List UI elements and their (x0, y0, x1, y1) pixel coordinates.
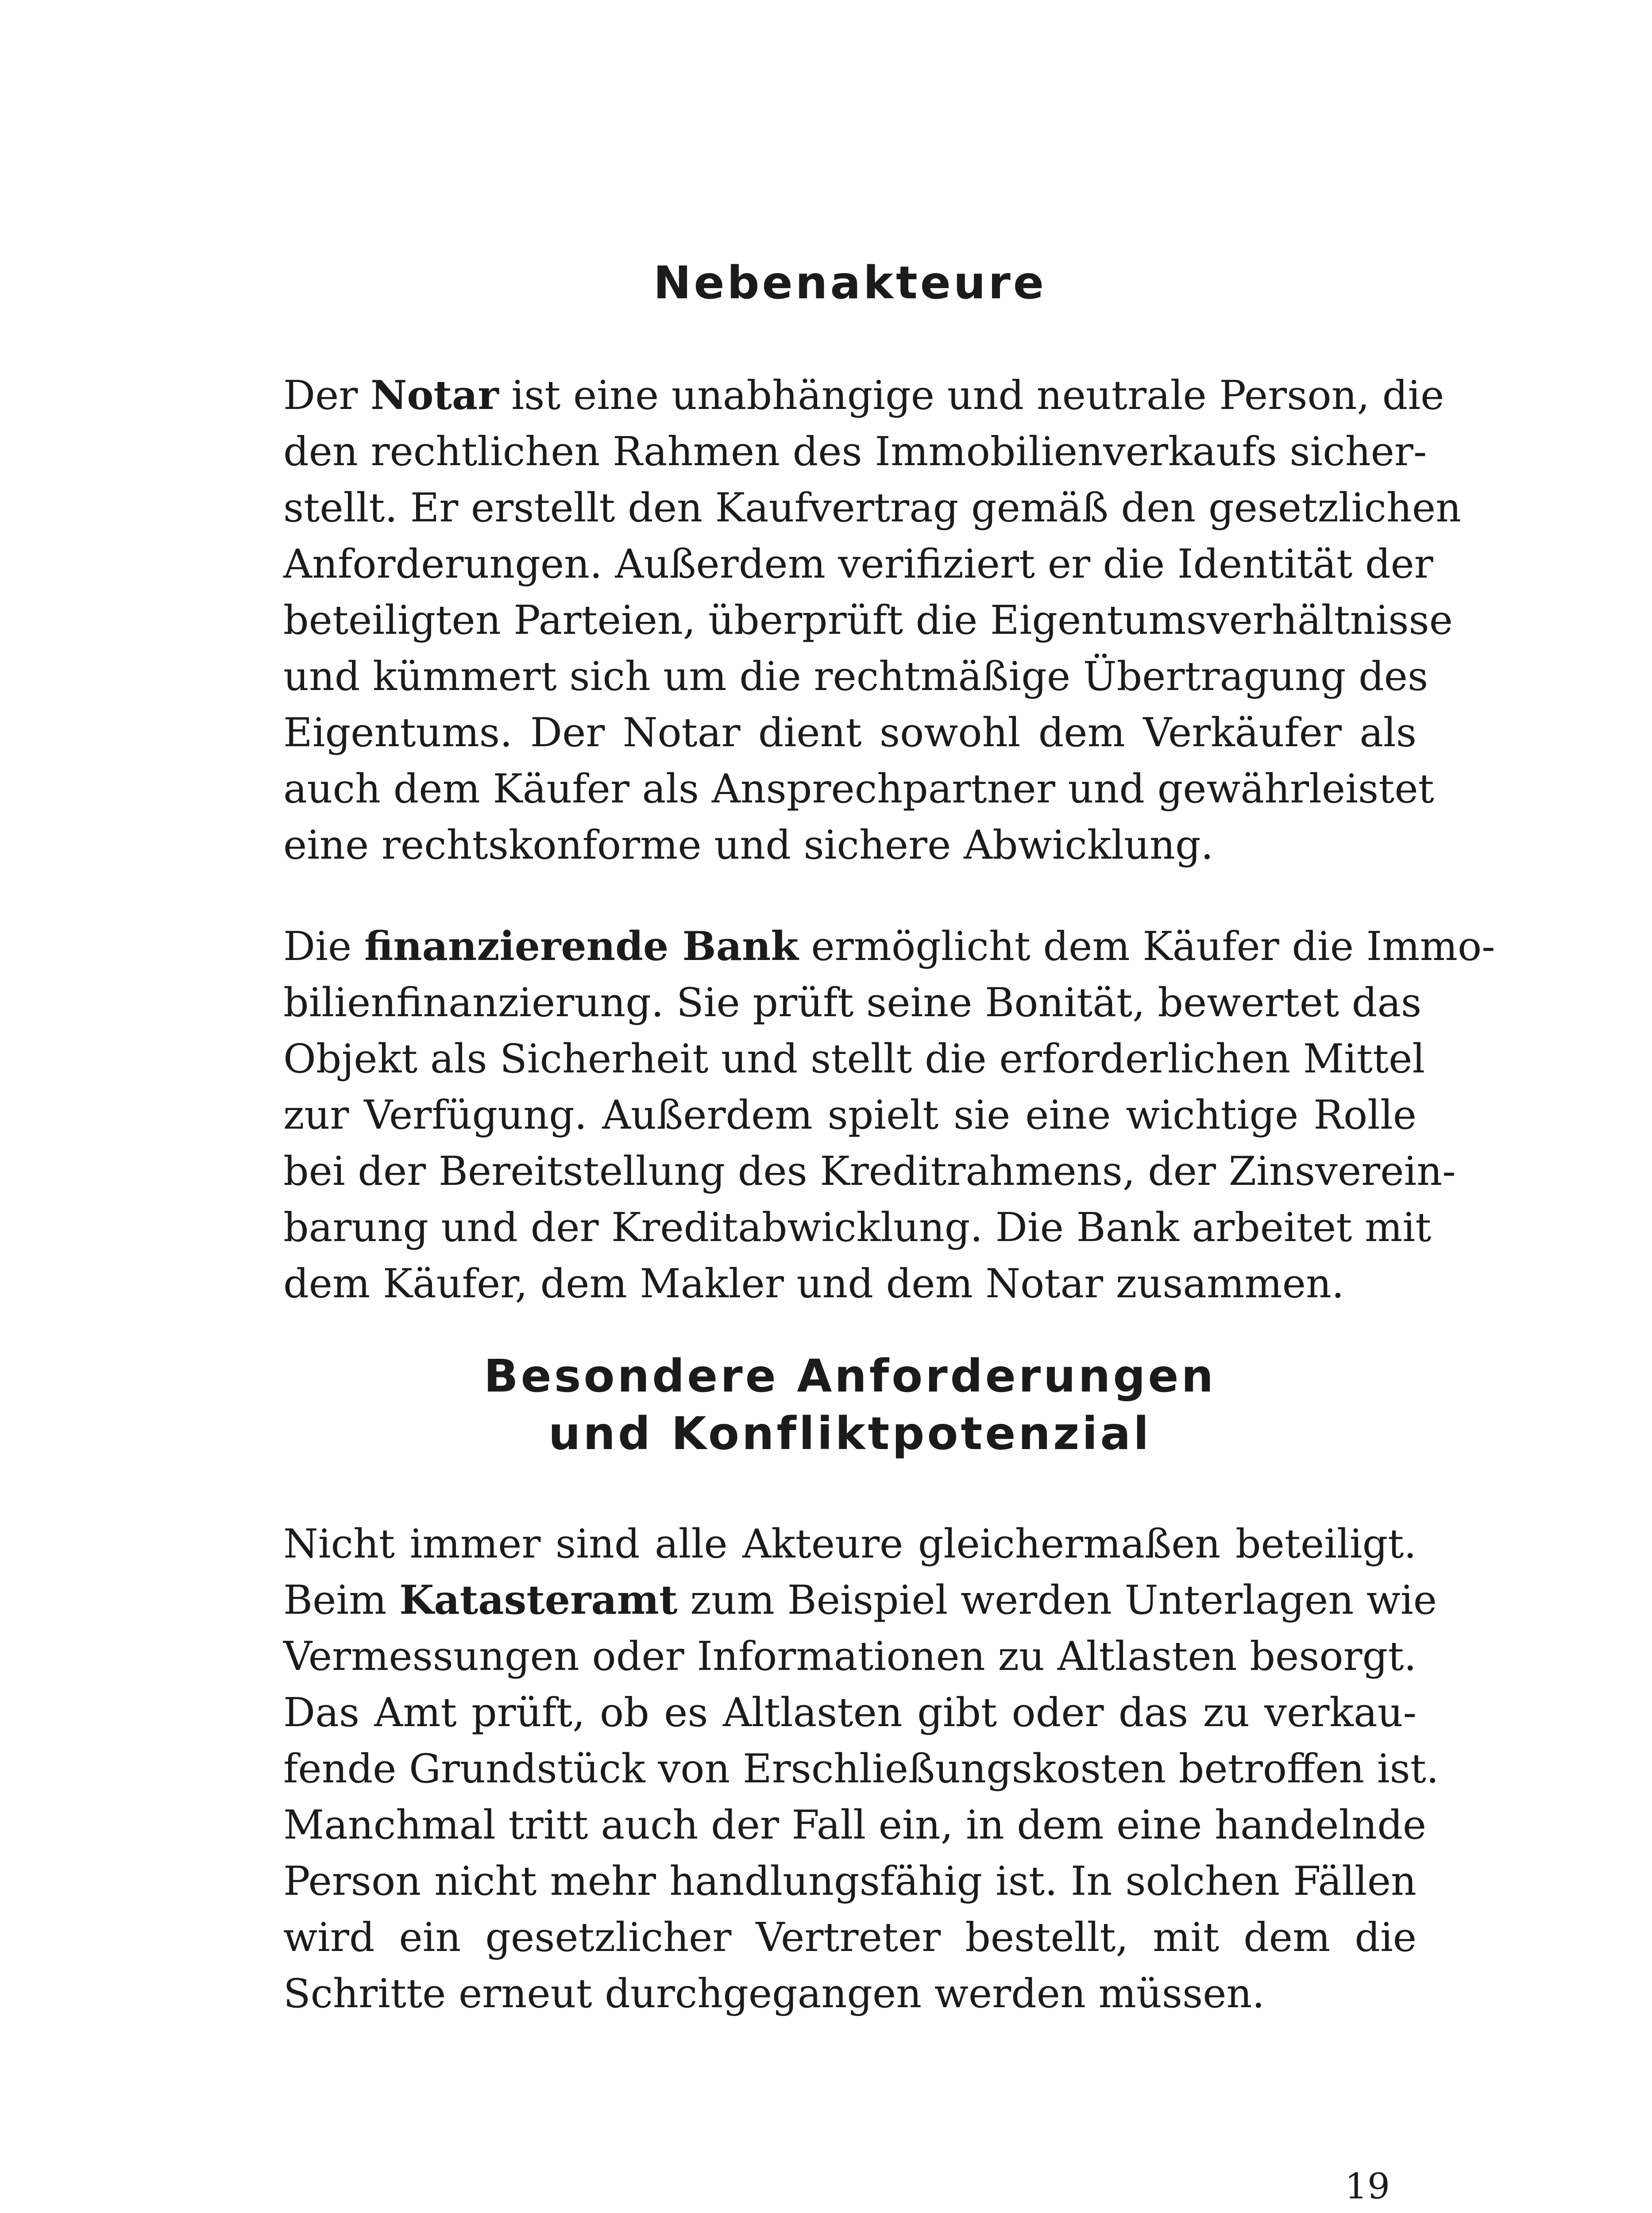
text-line: den rechtlichen Rahmen des Immobilienverkaufs sicher- (283, 428, 1427, 475)
text-line: Objekt als Sicherheit und stellt die erforderlichen Mittel (283, 1036, 1425, 1082)
text-line: Eigentums. Der Notar dient sowohl dem Verkäufer als (283, 709, 1417, 756)
bold-term: finanzierende Bank (364, 923, 799, 970)
heading-line: Besondere Anforderungen (483, 1350, 1216, 1403)
text-line: stellt. Er erstellt den Kaufvertrag gemäß den gesetzlichen (283, 485, 1462, 531)
text-run: Der (283, 372, 371, 419)
text-line: Das Amt prüft, ob es Altlasten gibt oder das zu verkau- (283, 1689, 1417, 1736)
paragraph-notar (283, 367, 1462, 873)
text-line: beteiligten Parteien, überprüft die Eigentumsverhältnisse (283, 597, 1453, 644)
text-line: auch dem Käufer als Ansprechpartner und gewährleistet (283, 766, 1434, 812)
text-run: Beim (283, 1577, 400, 1623)
paragraph-katasteramt (283, 1516, 1439, 2022)
text-line: Person nicht mehr handlungsfähig ist. In solchen Fällen (283, 1858, 1417, 1905)
text-line: eine rechtskonforme und sichere Abwicklung. (283, 822, 1214, 868)
text-line: Nicht immer sind alle Akteure gleichermaßen beteiligt. (283, 1521, 1417, 1567)
bold-term: Katasteramt (399, 1577, 678, 1623)
text-line (283, 367, 1444, 424)
text-run: zum Beispiel werden Unterlagen wie (677, 1577, 1437, 1623)
text-line: barung und der Kreditabwicklung. Die Bank arbeitet mit (283, 1204, 1432, 1251)
text-line (283, 918, 1495, 975)
bold-term: Notar (371, 372, 499, 419)
text-line: bilienfinanzierung. Sie prüft seine Bonität, bewertet das (283, 979, 1422, 1026)
text-line: Anforderungen. Außerdem verifiziert er die Identität der (283, 541, 1433, 587)
text-line (283, 1572, 1437, 1628)
text-line: fende Grundstück von Erschließungskosten betroffen ist. (283, 1746, 1439, 1792)
text-line: bei der Bereitstellung des Kreditrahmens, der Zinsverein- (283, 1148, 1456, 1195)
text-line: Vermessungen oder Informationen zu Altlasten besorgt. (283, 1633, 1417, 1680)
section-heading-nebenakteure: Nebenakteure (653, 257, 1047, 309)
section-heading-besondere-anforderungen (283, 1348, 1417, 1463)
text-run: ist eine unabhängige und neutrale Person, die (498, 372, 1444, 419)
text-line: dem Käufer, dem Makler und dem Notar zusammen. (283, 1261, 1344, 1307)
text-line: wird ein gesetzlicher Vertreter bestellt, mit dem die (283, 1914, 1417, 1961)
text-line: Manchmal tritt auch der Fall ein, in dem eine handelnde (283, 1802, 1427, 1848)
page-number: 19 (1345, 2166, 1390, 2207)
text-line: zur Verfügung. Außerdem spielt sie eine wichtige Rolle (283, 1092, 1417, 1138)
text-run: ermöglicht dem Käufer die Immo- (798, 923, 1495, 970)
text-run: Die (283, 923, 364, 970)
text-line: Schritte erneut durchgegangen werden müssen. (283, 1970, 1265, 2017)
heading-line: und Konfliktpotenzial (548, 1407, 1152, 1460)
paragraph-finanzierende-bank (283, 918, 1495, 1312)
text-line: und kümmert sich um die rechtmäßige Übertragung des (283, 653, 1428, 700)
